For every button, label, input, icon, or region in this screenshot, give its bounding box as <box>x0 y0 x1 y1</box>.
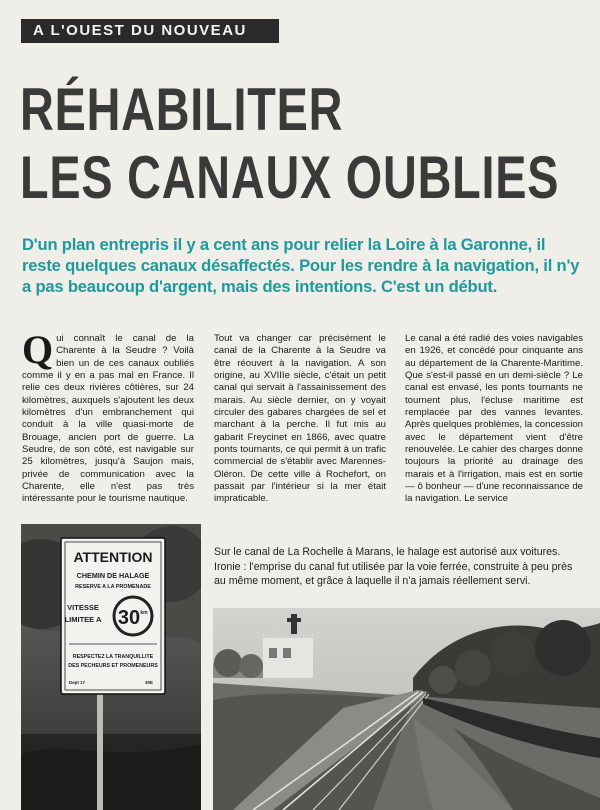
headline-line-1: RÉHABILITER <box>20 76 344 143</box>
sign-line-2: RESERVE A LA PROMENADE <box>75 584 151 590</box>
sign-speed-unit: km <box>140 610 148 616</box>
sign-dept: Dept 17 <box>68 680 86 685</box>
lede-paragraph: D'un plan entrepris il y a cent ans pour relier la Loire à la Garonne, il reste quelques canaux désaffectés. Pour les rendre à la navigation, il n'y a pas beaucoup d'argent, mais des intentions. C'est un début. <box>22 235 580 296</box>
drop-cap: Q <box>22 327 54 372</box>
body-column-1 <box>22 327 194 506</box>
photo-towpath-sign <box>21 524 201 810</box>
sign-speed-label-2: LIMITEE A <box>64 615 102 624</box>
body-column-3: Le canal a été radié des voies navigables en 1926, et concédé pour cinquante ans au département de la Charente-Maritime. Que s'est-il passé en un demi-siècle ? Le canal est envasé, les ponts tournants ne tournent plus, l'écluse maritime est remplacée par des vannes levantes. Après quelques problèmes, la concession avec le département vient d'être renouvelée. Le cahier des charges donne toujours la priorité au drainage des marais et à l'irrigation, mais est en sortie — ô bonheur — d'une reconnaissance de la navigation. Le service <box>405 333 583 505</box>
headline-line-2: LES CANAUX OUBLIES <box>20 144 560 211</box>
sign-line-1: CHEMIN DE HALAGE <box>76 571 150 580</box>
photo-caption: Sur le canal de La Rochelle à Marans, le halage est autorisé aux voitures. Ironie : l'emprise du canal fut utilisée par la voie ferrée, construite à peu près au même moment, et grâce à laquelle il n'a jamais réellement servi. <box>214 546 573 588</box>
sign-speed-value: 30 <box>117 607 141 629</box>
body-column-1-text: ui connaît le canal de la Charente à la Seudre ? Voilà bien un de ces canaux oubliés comme il y en a pas mal en France. Il relie ces deux rivières côtières, sur 24 kilomètres, auxquels s'ajoutent les deux kilomètres d'un embranchement qui conduit à la ville quasi-morte de Brouage, ancien port de guerre. La Seudre, de son côté, est navigable sur 25 kilomètres, jusqu'à Saujon mais, privée de communication avec la Charente, elle n'est pas très intéressante pour le tourisme nautique. <box>22 333 194 505</box>
body-column-2: Tout va changer car précisément le canal de la Charente à la Seudre va être réouvert à la navigation. A son origine, au XVIIIe siècle, c'était un petit canal qui servait à l'assainissement des marais. Au siècle dernier, on y voyait circuler des gabares chargées de sel et marchant à la perche. Il fut mis au gabarit Freycinet en 1866, avec quatre ponts tournants, ce qui permit à un trafic commercial de s'établir avec Marennes-Oléron. De cette ville à Rochefort, on passait par l'intérieur si la mer était impraticable. <box>214 333 386 505</box>
sign-footer-2: DES PECHEURS ET PROMENEURS <box>68 663 158 669</box>
sign-footer-1: RESPECTEZ LA TRANQUILLITE <box>72 654 154 660</box>
photo-canal-railway <box>213 608 600 810</box>
headline <box>20 76 559 212</box>
sign-speed-label-1: VITESSE <box>67 603 99 612</box>
sign-title: ATTENTION <box>73 549 153 565</box>
section-rubric: A L'OUEST DU NOUVEAU <box>21 19 279 43</box>
sign-code: 30E <box>144 680 154 685</box>
